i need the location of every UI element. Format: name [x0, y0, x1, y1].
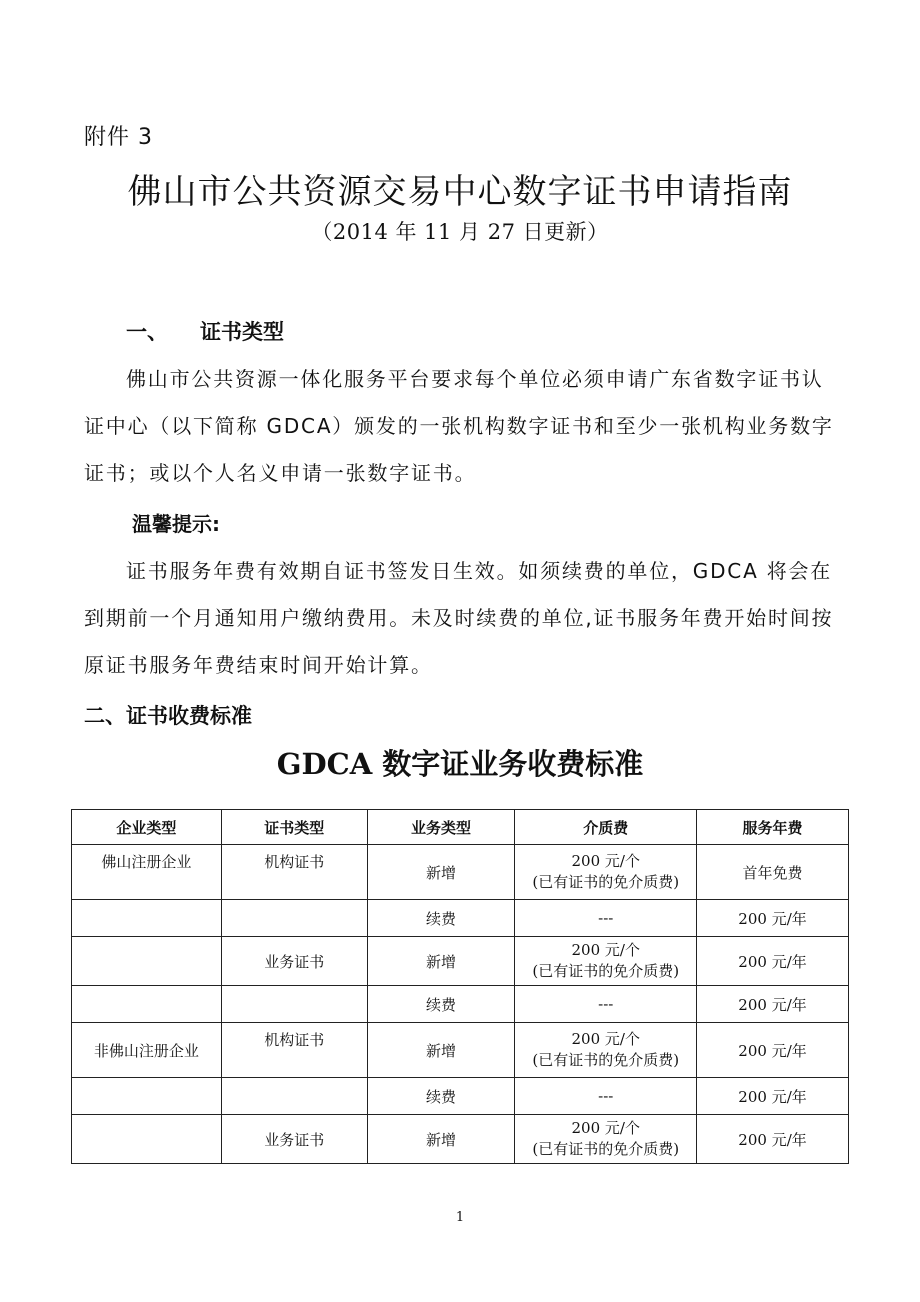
table-header-row: [72, 810, 849, 845]
cell-enterprise: [72, 937, 222, 986]
cell-cert-type: 机构证书: [221, 1023, 367, 1078]
cell-medium-fee: [515, 937, 697, 986]
cell-business-type: 新增: [367, 937, 515, 986]
tip-body: 证书服务年费有效期自证书签发日生效。如须续费的单位，GDCA 将会在到期前一个月通知用户缴纳费用。未及时续费的单位,证书服务年费开始时间按原证书服务年费结束时间开始计算。: [84, 559, 834, 677]
fee-table: [71, 809, 849, 1164]
table-row: [72, 1078, 849, 1115]
cell-business-type: 续费: [367, 986, 515, 1023]
cell-annual-fee: 首年免费: [697, 845, 849, 900]
cell-business-type: 新增: [367, 845, 515, 900]
cell-cert-type: 业务证书: [221, 937, 367, 986]
cell-medium-fee: [515, 1115, 697, 1164]
update-date: （2014 年 11 月 27 日更新）: [311, 220, 609, 244]
table-row: [72, 900, 849, 937]
cell-annual-fee: 200 元/年: [697, 1023, 849, 1078]
cell-business-type: 续费: [367, 1078, 515, 1115]
cell-cert-type: 业务证书: [221, 1115, 367, 1164]
cell-medium-fee: ---: [515, 900, 697, 937]
column-header-annual-fee: 服务年费: [697, 810, 849, 845]
section-1-body: 佛山市公共资源一体化服务平台要求每个单位必须申请广东省数字证书认证中心（以下简称 GDCA）颁发的一张机构数字证书和至少一张机构业务数字证书；或以个人名义申请一张数字证书。: [84, 367, 834, 485]
fee-table-title: GDCA 数字证业务收费标准: [276, 747, 644, 781]
section-1-heading: [126, 316, 284, 346]
cell-enterprise: 非佛山注册企业: [72, 1023, 222, 1078]
medium-fee-note: (已有证书的免介质费): [532, 1140, 680, 1158]
cell-enterprise: 佛山注册企业: [72, 845, 222, 900]
table-row: [72, 1023, 849, 1078]
cell-annual-fee: 200 元/年: [697, 937, 849, 986]
column-header-cert-type: 证书类型: [221, 810, 367, 845]
medium-fee-note: (已有证书的免介质费): [532, 873, 680, 891]
cell-medium-fee: [515, 1023, 697, 1078]
cell-cert-type: [221, 986, 367, 1023]
table-row: [72, 1115, 849, 1164]
section-2-heading: 二、证书收费标准: [84, 704, 252, 728]
attachment-label: 附件 3: [84, 125, 153, 150]
cell-enterprise: [72, 900, 222, 937]
section-1-title: 证书类型: [200, 320, 284, 344]
cell-cert-type: 机构证书: [221, 845, 367, 900]
cell-annual-fee: 200 元/年: [697, 900, 849, 937]
medium-fee-amount: 200 元/个: [571, 1119, 640, 1137]
cell-business-type: 续费: [367, 900, 515, 937]
cell-enterprise: [72, 986, 222, 1023]
section-1-number: 一、: [126, 320, 168, 344]
cell-annual-fee: 200 元/年: [697, 1115, 849, 1164]
cell-cert-type: [221, 1078, 367, 1115]
cell-enterprise: [72, 1115, 222, 1164]
medium-fee-amount: 200 元/个: [571, 941, 640, 959]
cell-medium-fee: [515, 845, 697, 900]
column-header-business-type: 业务类型: [367, 810, 515, 845]
table-row: [72, 845, 849, 900]
cell-medium-fee: ---: [515, 1078, 697, 1115]
cell-cert-type: [221, 900, 367, 937]
cell-medium-fee: ---: [515, 986, 697, 1023]
medium-fee-note: (已有证书的免介质费): [532, 962, 680, 980]
column-header-enterprise: 企业类型: [72, 810, 222, 845]
medium-fee-note: (已有证书的免介质费): [532, 1051, 680, 1069]
cell-business-type: 新增: [367, 1023, 515, 1078]
cell-business-type: 新增: [367, 1115, 515, 1164]
cell-annual-fee: 200 元/年: [697, 1078, 849, 1115]
medium-fee-amount: 200 元/个: [571, 852, 640, 870]
tip-heading: 温馨提示:: [132, 512, 220, 536]
medium-fee-amount: 200 元/个: [571, 1030, 640, 1048]
table-row: [72, 937, 849, 986]
page-number: 1: [455, 1210, 465, 1225]
document-title: 佛山市公共资源交易中心数字证书申请指南: [127, 172, 793, 212]
cell-annual-fee: 200 元/年: [697, 986, 849, 1023]
table-row: [72, 986, 849, 1023]
column-header-medium-fee: 介质费: [515, 810, 697, 845]
cell-enterprise: [72, 1078, 222, 1115]
